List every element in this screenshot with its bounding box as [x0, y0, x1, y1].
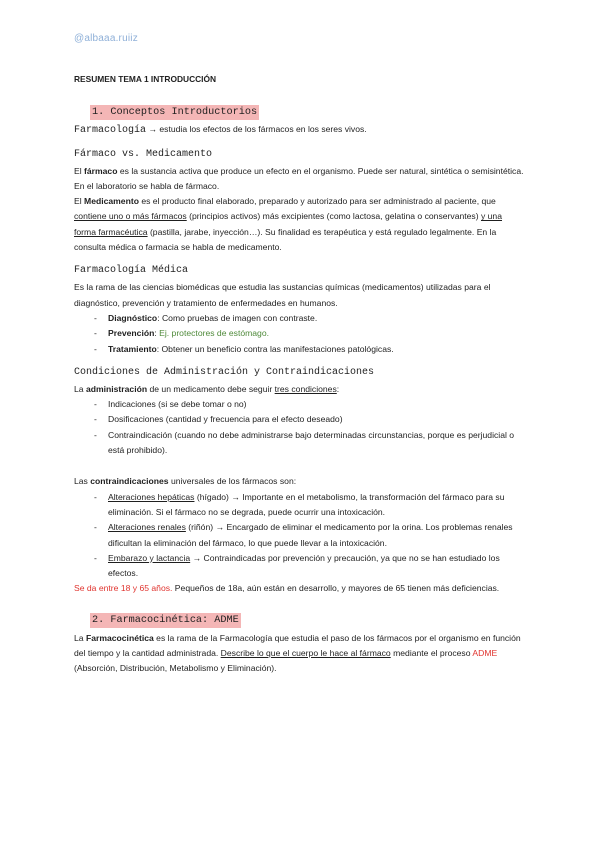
list-item: - Indicaciones (si se debe tomar o no): [94, 397, 526, 412]
list-item: - Embarazo y lactancia → Contraindicadas por prevención y precaución, ya que no se han estudiado los efectos.: [94, 551, 526, 582]
list-item: - Tratamiento: Obtener un beneficio contra las manifestaciones patológicas.: [94, 342, 526, 357]
age-note: Se da entre 18 y 65 años. Pequeños de 18a, aún están en desarrollo, y mayores de 65 tienen más deficiencias.: [74, 583, 500, 594]
adme-red: ADME: [472, 648, 498, 659]
contraindicaciones-list: [74, 490, 526, 582]
condiciones-list: [74, 397, 526, 458]
subheading-condiciones: Condiciones de Administración y Contraindicaciones: [74, 366, 375, 378]
medicamento-term: Medicamento: [84, 196, 139, 207]
list-item: - Dosificaciones (cantidad y frecuencia para el efecto deseado): [94, 412, 526, 427]
age-note-red: Se da entre 18 y 65 años.: [74, 583, 173, 594]
farmacologia-text: → estudia los efectos de los fármacos en los seres vivos.: [146, 124, 367, 135]
document-content: [74, 72, 526, 677]
author-watermark: @albaaa.ruiiz: [74, 33, 138, 44]
farmacologia-medica-intro: Es la rama de las ciencias biomédicas que estudia las sustancias químicas (medicamentos) utilizadas para el diagnóstico, prevención y tratamiento de enfermedades en humanos.: [74, 282, 491, 308]
condiciones-intro: La administración de un medicamento debe seguir tres condiciones:: [74, 383, 340, 394]
subheading-farmacologia-medica: Farmacología Médica: [74, 265, 189, 277]
farmacologia-medica-list: [74, 311, 526, 357]
list-item: - Prevención: Ej. protectores de estómago.: [94, 326, 526, 341]
list-item: - Contraindicación (cuando no debe administrarse bajo determinadas circunstancias, porque es perjudicial o está prohibido).: [94, 428, 526, 459]
section-2: [74, 595, 526, 628]
list-item: - Alteraciones hepáticas (hígado) → Importante en el metabolismo, la transformación del fármaco para su eliminación. Si el fármaco no se degrada, puede ocurrir una intoxicación.: [94, 490, 526, 521]
medicamento-paragraph: El Medicamento es el producto final elaborado, preparado y autorizado para ser administrado al paciente, que contiene uno o más fármacos (principios activos) más excipientes (como lactosa, gelatina o conservantes) y una forma farmacéutica (pastilla, jarabe, inyección…). Su finalidad es terapéutica y está regulado legalmente. En la consulta médica o farmacia se habla de medicamento.: [74, 196, 502, 253]
farmaco-paragraph: El fármaco es la sustancia activa que produce un efecto en el organismo. Puede ser natural, sintética o semisintética. En el laboratorio se habla de fármaco.: [74, 165, 524, 191]
contraindicaciones-intro: Las contraindicaciones universales de los fármacos son:: [74, 476, 297, 487]
example-green-text: Ej. protectores de estómago.: [159, 328, 269, 339]
list-item: - Diagnóstico: Como pruebas de imagen con contraste.: [94, 311, 526, 326]
document-title: RESUMEN TEMA 1 INTRODUCCIÓN: [74, 74, 217, 84]
farmacocinetica-paragraph: La Farmacocinética es la rama de la Farmacología que estudia el paso de los fármacos por el organismo en función del tiempo y la cantidad administrada. Describe lo que el cuerpo le hace al fármaco mediante el proceso ADME (Absorción, Distribución, Metabolismo y Eliminación).: [74, 632, 521, 674]
list-item: - Alteraciones renales (riñón) → Encargado de eliminar el medicamento por la orina. Los problemas renales dificultan la eliminación del fármaco, lo que puede llevar a la intoxicación.: [94, 520, 526, 551]
farmacologia-term: Farmacología: [74, 125, 147, 137]
subheading-farmaco-vs-medicamento: Fármaco vs. Medicamento: [74, 148, 213, 160]
farmaco-term: fármaco: [84, 165, 118, 176]
section-heading-1: 1. Conceptos Introductorios: [92, 107, 258, 119]
section-heading-2: 2. Farmacocinética: ADME: [92, 614, 239, 626]
farmacologia-definition: [74, 122, 526, 138]
section-1: [74, 87, 526, 120]
